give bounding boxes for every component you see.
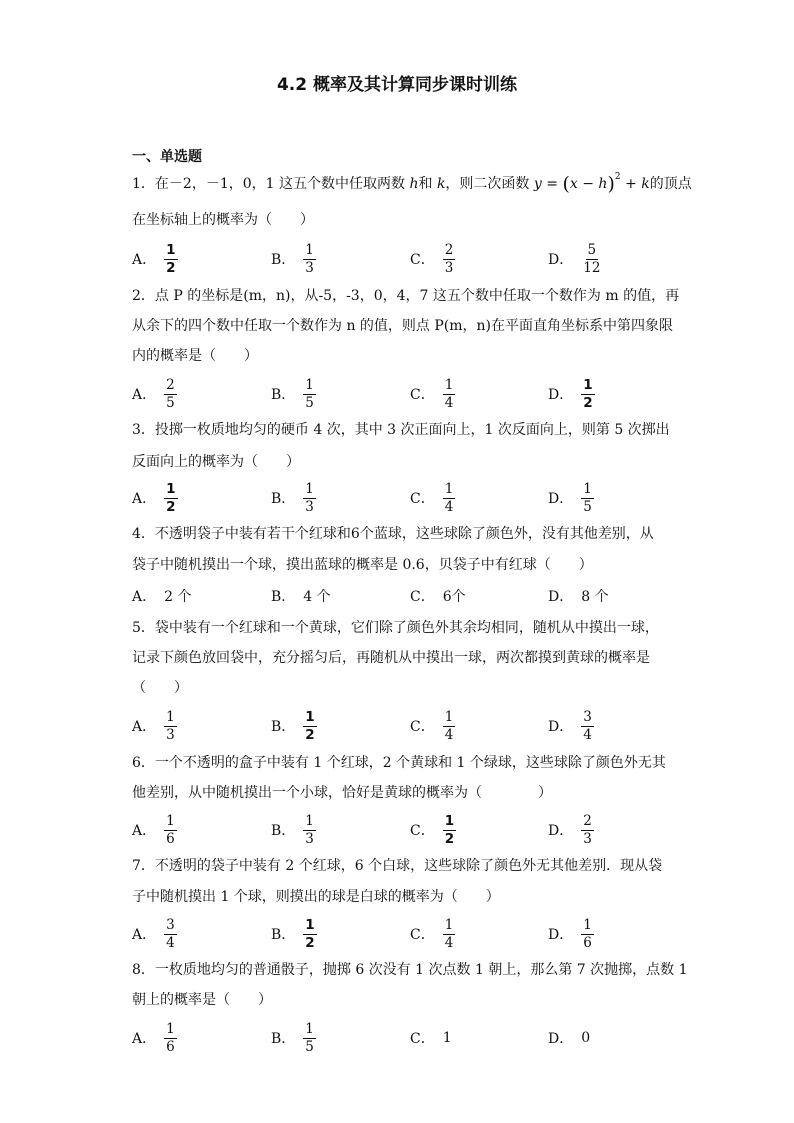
question-1-line-2: 在坐标轴上的概率为（ ）	[132, 212, 314, 228]
option-letter: B．	[271, 491, 296, 507]
fraction-numerator: 1	[444, 480, 454, 497]
option-letter: A．	[132, 387, 157, 403]
fraction	[443, 378, 456, 411]
option-letter: B．	[271, 387, 296, 403]
option-letter: C．	[410, 1031, 435, 1047]
fraction-numerator: 3	[583, 708, 592, 725]
fraction	[164, 918, 177, 951]
fraction	[303, 710, 316, 743]
fraction	[581, 710, 594, 743]
question-7-line-2: 子中随机摸出 1 个球，则摸出的球是白球的概率为（ ）	[132, 889, 500, 905]
option-letter: D．	[548, 589, 574, 605]
question-3-options	[132, 476, 692, 520]
fraction-denominator: 4	[444, 394, 454, 411]
variable-k: k	[436, 176, 446, 192]
option-letter: A．	[132, 491, 157, 507]
option-b	[271, 704, 317, 748]
question-1-text-end: 的顶点	[649, 176, 692, 192]
question-2-options	[132, 372, 692, 416]
option-letter: A．	[132, 252, 157, 268]
fraction	[303, 482, 316, 515]
option-b	[271, 574, 331, 618]
formula-lparen: (	[562, 173, 570, 195]
option-d	[548, 574, 609, 618]
fraction	[303, 243, 316, 276]
fraction-numerator: 1	[583, 376, 593, 393]
question-2-line-3: 内的概率是（ ）	[132, 348, 258, 364]
option-text: 2 个	[164, 589, 192, 605]
option-letter: C．	[410, 491, 435, 507]
option-text: 6个	[442, 589, 466, 605]
option-b	[271, 237, 316, 281]
question-8-options	[132, 1016, 692, 1060]
question-1-text: 1．在－2，－1，0，1 这五个数中任取两数	[132, 176, 405, 192]
question-2-line-1: 2．点 P 的坐标是(m，n)，从-5，-3，0，4，7 这五个数中任取一个数作为 m 的值，再	[132, 288, 680, 304]
fraction	[443, 482, 456, 515]
question-7-line-1: 7．不透明的袋子中装有 2 个红球，6 个白球，这些球除了颜色外无其他差别．现从袋	[132, 858, 663, 874]
fraction-denominator: 5	[305, 1038, 314, 1055]
option-c	[410, 476, 455, 520]
fraction	[581, 918, 594, 951]
option-letter: C．	[410, 252, 435, 268]
fraction	[443, 710, 456, 743]
fraction-numerator: 2	[444, 241, 454, 258]
fraction-numerator: 5	[587, 241, 597, 258]
option-c	[410, 1016, 452, 1060]
option-letter: D．	[548, 719, 574, 735]
option-b	[271, 912, 317, 956]
fraction-denominator: 3	[305, 498, 314, 515]
fraction	[443, 243, 456, 276]
fraction-denominator: 12	[583, 259, 601, 276]
option-letter: B．	[271, 589, 296, 605]
fraction-numerator: 1	[305, 812, 314, 829]
section-heading: 一、单选题	[132, 149, 202, 165]
fraction-numerator: 1	[305, 241, 314, 258]
question-5-options	[132, 704, 692, 748]
question-5-line-3: （ ）	[132, 680, 188, 696]
fraction-denominator: 4	[444, 934, 454, 951]
quadratic-formula	[533, 172, 650, 195]
question-5-line-1: 5．袋中装有一个红球和一个黄球，它们除了颜色外其余均相同，随机从中摸出一球，	[132, 620, 659, 636]
question-6-line-2: 他差别，从中随机摸出一个小球，恰好是黄球的概率为（ ）	[132, 785, 552, 801]
option-letter: B．	[271, 719, 296, 735]
fraction-denominator: 3	[305, 259, 314, 276]
option-letter: B．	[271, 1031, 296, 1047]
fraction	[581, 814, 594, 847]
fraction-denominator: 3	[305, 830, 314, 847]
option-letter: D．	[548, 252, 574, 268]
fraction-numerator: 2	[583, 812, 592, 829]
question-4-options	[132, 574, 692, 618]
option-d	[548, 237, 602, 281]
formula-h: h	[598, 176, 608, 192]
fraction-denominator: 4	[444, 726, 454, 743]
fraction-denominator: 6	[583, 934, 592, 951]
fraction-numerator: 1	[166, 480, 176, 497]
fraction-numerator: 2	[166, 376, 175, 393]
formula-y: y	[533, 176, 542, 192]
formula-minus: −	[577, 176, 599, 192]
fraction	[164, 378, 177, 411]
fraction-denominator: 5	[583, 498, 592, 515]
question-5-line-2: 记录下颜色放回袋中，充分摇匀后，再随机从中摸出一球，两次都摸到黄球的概率是	[132, 650, 650, 666]
option-letter: C．	[410, 927, 435, 943]
option-c	[410, 808, 456, 852]
option-letter: D．	[548, 1031, 574, 1047]
fraction-numerator: 1	[583, 480, 592, 497]
option-letter: A．	[132, 927, 157, 943]
fraction	[164, 243, 177, 276]
formula-exponent: 2	[614, 172, 621, 182]
fraction-numerator: 1	[305, 708, 315, 725]
question-8-line-2: 朝上的概率是（ ）	[132, 992, 272, 1008]
option-letter: A．	[132, 719, 157, 735]
option-text: 1	[442, 1030, 452, 1046]
question-7-options	[132, 912, 692, 956]
question-1-line-1	[132, 174, 692, 194]
formula-plus: +	[620, 176, 642, 192]
fraction-numerator: 1	[305, 1020, 314, 1037]
option-letter: C．	[410, 719, 435, 735]
fraction-denominator: 2	[444, 830, 455, 847]
option-d	[548, 808, 594, 852]
option-d	[548, 704, 594, 748]
option-letter: C．	[410, 589, 435, 605]
option-letter: B．	[271, 823, 296, 839]
fraction-numerator: 1	[166, 812, 175, 829]
fraction	[164, 814, 177, 847]
variable-h: h	[409, 176, 419, 192]
page-title: 4.2 概率及其计算同步课时训练	[276, 75, 518, 95]
fraction-denominator: 5	[166, 394, 175, 411]
fraction-numerator: 1	[583, 916, 592, 933]
fraction-numerator: 1	[444, 916, 454, 933]
conjunction-text: 和	[418, 176, 433, 192]
option-text: 0	[581, 1030, 591, 1046]
fraction-numerator: 1	[305, 916, 315, 933]
formula-rparen: )	[607, 173, 615, 195]
fraction	[303, 378, 316, 411]
option-a	[132, 704, 177, 748]
fraction	[581, 378, 594, 411]
fraction-numerator: 1	[444, 812, 455, 829]
fraction-denominator: 3	[583, 830, 592, 847]
question-6-line-1: 6．一个不透明的盒子中装有 1 个红球，2 个黄球和 1 个绿球，这些球除了颜色外无其	[132, 755, 666, 771]
fraction	[164, 1022, 177, 1055]
option-letter: D．	[548, 387, 574, 403]
option-letter: D．	[548, 823, 574, 839]
option-b	[271, 1016, 316, 1060]
fraction-denominator: 5	[305, 394, 314, 411]
fraction-denominator: 2	[583, 394, 593, 411]
option-letter: D．	[548, 491, 574, 507]
fraction	[581, 482, 594, 515]
fraction-denominator: 3	[166, 726, 175, 743]
fraction	[303, 1022, 316, 1055]
option-letter: C．	[410, 387, 435, 403]
option-a	[132, 476, 178, 520]
option-d	[548, 476, 594, 520]
option-a	[132, 237, 178, 281]
option-c	[410, 574, 466, 618]
fraction	[164, 482, 177, 515]
option-d	[548, 372, 595, 416]
question-6-options	[132, 808, 692, 852]
formula-equals: =	[541, 176, 563, 192]
option-c	[410, 372, 455, 416]
question-3-line-2: 反面向上的概率为（ ）	[132, 454, 300, 470]
option-c	[410, 704, 455, 748]
option-text: 4 个	[303, 589, 331, 605]
option-a	[132, 1016, 177, 1060]
fraction	[443, 918, 456, 951]
question-4-line-2: 袋子中随机摸出一个球，摸出蓝球的概率是 0.6，贝袋子中有红球（ ）	[132, 557, 593, 573]
option-letter: B．	[271, 252, 296, 268]
fraction-denominator: 4	[583, 726, 592, 743]
question-8-line-1: 8．一枚质地均匀的普通骰子，抛掷 6 次没有 1 次点数 1 朝上，那么第 7 次抛掷，点数 1	[132, 962, 688, 978]
option-a	[132, 574, 191, 618]
fraction-numerator: 1	[166, 241, 176, 258]
fraction-denominator: 4	[444, 498, 454, 515]
fraction-denominator: 2	[305, 934, 315, 951]
option-c	[410, 912, 455, 956]
option-letter: A．	[132, 1031, 157, 1047]
fraction-numerator: 3	[166, 916, 175, 933]
fraction	[164, 710, 177, 743]
fraction-denominator: 4	[166, 934, 175, 951]
question-3-line-1: 3．投掷一枚质地均匀的硬币 4 次，其中 3 次正面向上，1 次反面向上，则第 5 次掷出	[132, 422, 670, 438]
question-2-line-2: 从余下的四个数中任取一个数作为 n 的值，则点 P(m，n)在平面直角坐标系中第四象限	[132, 318, 674, 334]
option-b	[271, 476, 316, 520]
option-letter: A．	[132, 823, 157, 839]
fraction-numerator: 1	[166, 1020, 175, 1037]
formula-k: k	[641, 176, 650, 192]
option-letter: D．	[548, 927, 574, 943]
option-d	[548, 1016, 590, 1060]
fraction-denominator: 2	[166, 498, 176, 515]
fraction-numerator: 1	[305, 376, 314, 393]
option-d	[548, 912, 594, 956]
option-b	[271, 372, 316, 416]
option-c	[410, 237, 455, 281]
fraction	[303, 814, 316, 847]
option-b	[271, 808, 316, 852]
formula-x: x	[569, 176, 578, 192]
question-1-options	[132, 237, 692, 281]
fraction-numerator: 1	[444, 376, 454, 393]
fraction-numerator: 1	[166, 708, 175, 725]
option-text: 8 个	[581, 589, 609, 605]
option-a	[132, 372, 177, 416]
fraction-denominator: 3	[444, 259, 454, 276]
option-a	[132, 808, 177, 852]
option-letter: C．	[410, 823, 435, 839]
option-a	[132, 912, 177, 956]
fraction	[303, 918, 316, 951]
option-letter: B．	[271, 927, 296, 943]
option-letter: A．	[132, 589, 157, 605]
fraction-denominator: 6	[166, 830, 175, 847]
question-1-text-cont: ，则二次函数	[445, 176, 530, 192]
fraction-denominator: 2	[305, 726, 315, 743]
question-4-line-1: 4．不透明袋子中装有若干个红球和6个蓝球，这些球除了颜色外，没有其他差别，从	[132, 526, 654, 542]
fraction-denominator: 6	[166, 1038, 175, 1055]
fraction-numerator: 1	[444, 708, 454, 725]
fraction	[581, 243, 602, 276]
fraction	[443, 814, 456, 847]
fraction-numerator: 1	[305, 480, 314, 497]
fraction-denominator: 2	[166, 259, 176, 276]
